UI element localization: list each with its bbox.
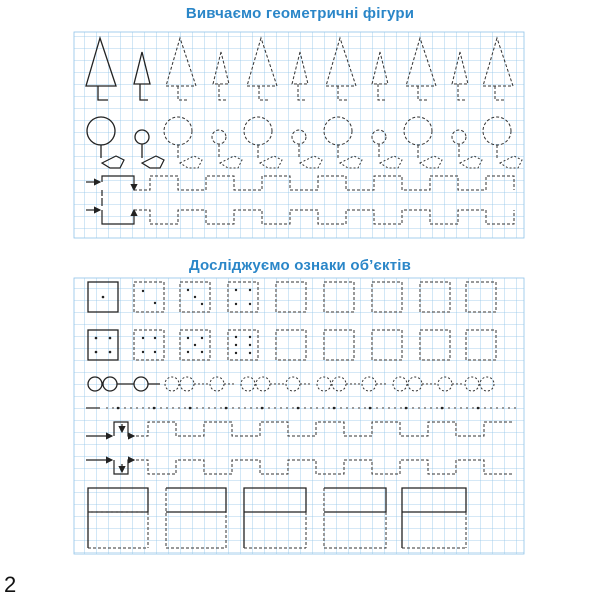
grid-top — [74, 32, 524, 238]
page-number: 2 — [4, 572, 17, 597]
section-title-shapes: Вивчаємо геометричні фігури — [185, 5, 415, 22]
section-title-features: Досліджуємо ознаки об’єктів — [188, 257, 412, 274]
